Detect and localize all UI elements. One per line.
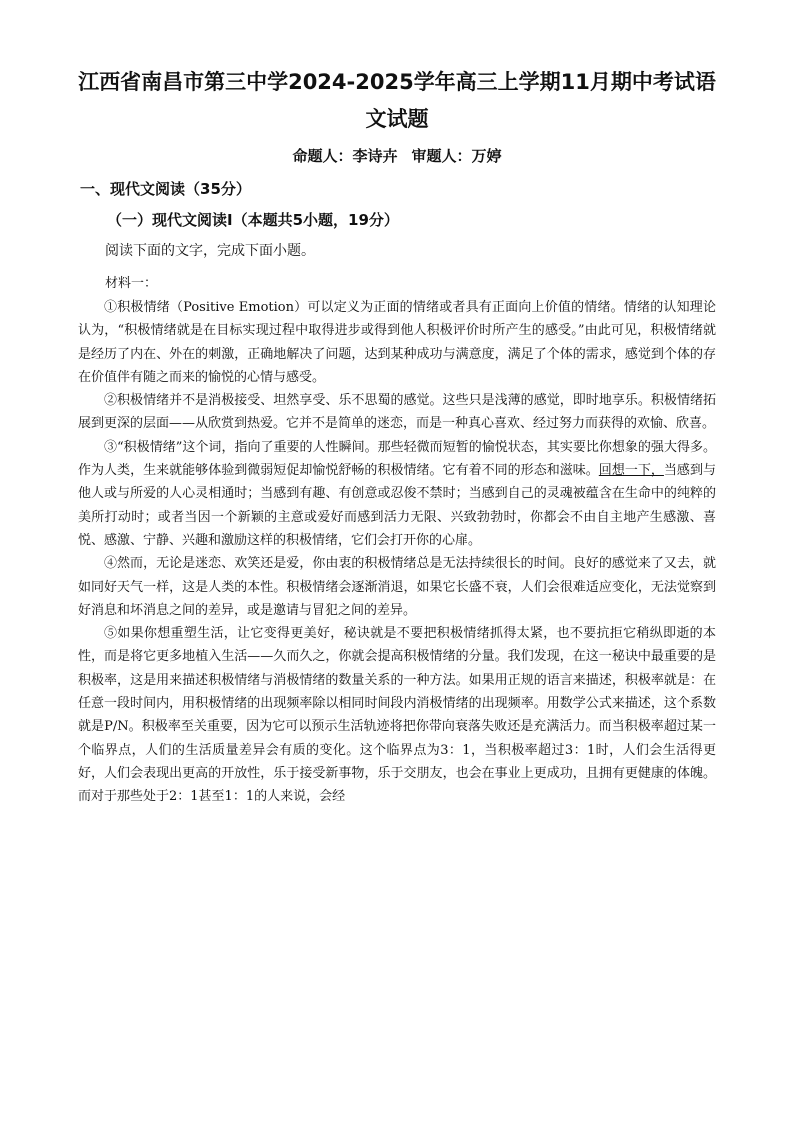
reading-instruction: 阅读下面的文字，完成下面小题。 <box>105 243 315 259</box>
underlined-phrase: 回想一下， <box>598 463 664 479</box>
document-title-line1: 江西省南昌市第三中学2024-2025学年高三上学期11月期中考试语 <box>78 70 716 94</box>
author-reviewer: 审题人：万婷 <box>411 147 502 165</box>
authors-line <box>0 145 794 166</box>
paragraph-2: ②积极情绪并不是消极接受、坦然享受、乐不思蜀的感觉。这些只是浅薄的感觉，即时地享乐。积极情绪拓展到更深的层面——从欣赏到热爱。它并不是简单的迷恋，而是一种真心喜欢、经过努力而获得的欢愉、欣喜。 <box>78 393 716 432</box>
author-proposer: 命题人：李诗卉 <box>292 147 398 165</box>
subsection-heading: （一）现代文阅读Ⅰ（本题共5小题，19分） <box>107 211 399 229</box>
material-label: 材料一： <box>105 276 158 291</box>
paragraph-3-continued: 当感到与他人或与所爱的人心灵相通时；当感到有趣、有创意或忍俊不禁时；当感到自己的灵魂被蕴含在生命中的纯粹的美所打动时；或者当因一个新颖的主意或爱好而感到活力无限、兴致勃勃时，你都会不由自主地产生感激、喜悦、感激、宁静、兴趣和激励这样的积极情绪，它们会打开你的心扉。 <box>78 463 716 548</box>
paragraph-4: ④然而，无论是迷恋、欢笑还是爱，你由衷的积极情绪总是无法持续很长的时间。良好的感觉来了又去，就如同好天气一样，这是人类的本性。积极情绪会逐渐消退，如果它长盛不衰，人们会很难适应变化，无法觉察到好消息和坏消息之间的差异，或是邀请与冒犯之间的差异。 <box>78 556 716 618</box>
paragraph-3-text: ③“积极情绪”这个词，指向了重要的人性瞬间。那些轻微而短暂的愉悦状态，其实要比你想象的强大得多。作为人类，生来就能够体验到微弱短促却愉悦舒畅的积极情绪。它有着不同的形态和滋味。 <box>78 439 716 479</box>
paragraph-5: ⑤如果你想重塑生活，让它变得更美好，秘诀就是不要把积极情绪抓得太紧，也不要抗拒它稍纵即逝的本性，而是将它更多地植入生活——久而久之，你就会提高积极情绪的分量。我们发现，在这一秘诀中最重要的是积极率，这是用来描述积极情绪与消极情绪的数量关系的一种方法。如果用正规的语言来描述，积极率就是：在任意一段时间内，用积极情绪的出现频率除以相同时间段内消极情绪的出现频率。用数学公式来描述，这个系数就是P/N。积极率至关重要，因为它可以预示生活轨迹将把你带向衰落失败还是充满活力。而当积极率超过某一个临界点，人们的生活质量差异会有质的变化。这个临界点为3：1，当积极率超过3：1时，人们会生活得更好，人们会表现出更高的开放性，乐于接受新事物，乐于交朋友，也会在事业上更成功，且拥有更健康的体魄。而对于那些处于2：1甚至1：1的人来说，会经 <box>78 626 716 805</box>
paragraph-1: ①积极情绪（Positive Emotion）可以定义为正面的情绪或者具有正面向上价值的情绪。情绪的认知理论认为，“积极情绪就是在目标实现过程中取得进步或得到他人积极评价时所产生的感受。”由此可见，积极情绪就是经历了内在、外在的刺激，正确地解决了问题，达到某种成功与满意度，满足了个体的需求，感觉到个体的存在价值伴有随之而来的愉悦的心情与感受。 <box>78 300 716 385</box>
document-title-line2: 文试题 <box>365 107 429 131</box>
paragraph-3 <box>78 436 716 552</box>
section-heading: 一、现代文阅读（35分） <box>80 180 251 198</box>
article-body <box>78 296 716 809</box>
